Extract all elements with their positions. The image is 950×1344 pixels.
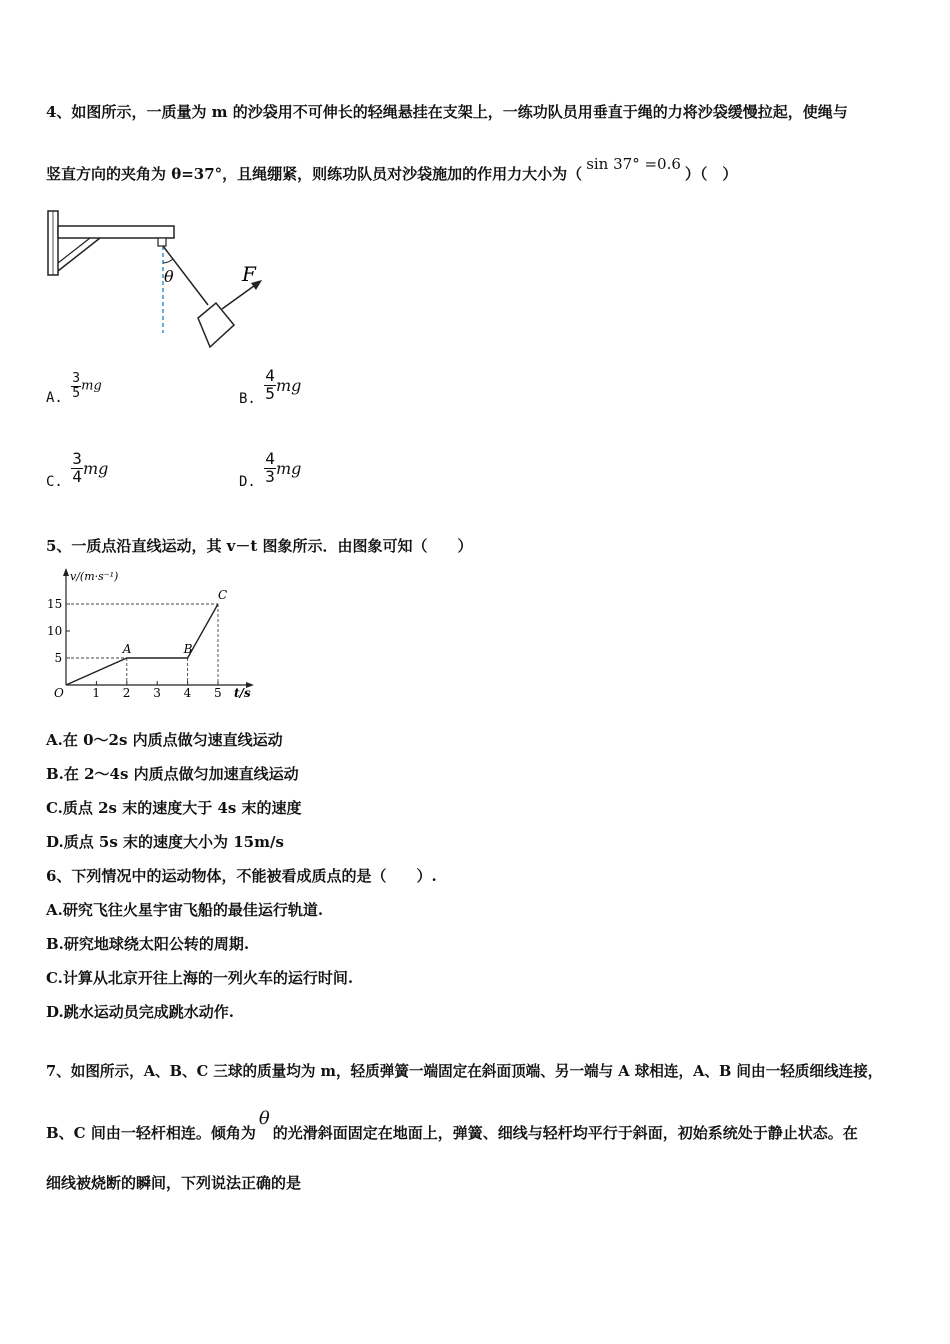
fraction: [264, 451, 276, 486]
option-label: D.: [239, 474, 256, 491]
point-label: A: [122, 642, 132, 656]
support-strut: [58, 238, 100, 271]
hook: [158, 238, 166, 246]
numerator: 4: [265, 449, 275, 468]
denominator: 3: [265, 466, 275, 486]
support-arm: [58, 226, 174, 238]
theta-label: θ: [164, 267, 174, 286]
numerator: 3: [72, 371, 81, 386]
unit: mg: [81, 378, 102, 394]
x-tick-label: 4: [183, 686, 192, 700]
denominator: 5: [72, 385, 81, 401]
q4-option-b[interactable]: [239, 366, 302, 408]
y-tick-label: 15: [47, 597, 63, 611]
point-label: C: [218, 588, 228, 602]
option-label: B.: [239, 391, 256, 408]
q5-option-c[interactable]: C.质点 2s 末的速度大于 4s 末的速度: [46, 799, 302, 817]
x-tick-label: 2: [122, 686, 131, 700]
series-line: [66, 604, 218, 685]
q4-figure: [40, 205, 280, 355]
q4-stem-line2-pre: 竖直方向的夹角为 θ=37°，且绳绷紧，则练功队员对沙袋施加的作用力大小为（: [46, 165, 583, 183]
y-axis-label: v/(m·s⁻¹): [70, 570, 119, 583]
q5-option-d[interactable]: D.质点 5s 末的速度大小为 15m/s: [46, 833, 284, 851]
x-tick-label: 5: [214, 686, 222, 700]
fraction: [71, 372, 81, 400]
fraction: [71, 451, 83, 486]
q7-stem-line1: 7、如图所示，A、B、C 三球的质量均为 m，轻质弹簧一端固定在斜面顶端、另一端与 A 球相连，A、B 间由一轻质细线连接，: [46, 1063, 883, 1080]
q6-option-a[interactable]: A.研究飞往火星宇宙飞船的最佳运行轨道.: [46, 901, 324, 919]
point-label: B: [183, 642, 193, 656]
y-tick-label: 10: [47, 624, 63, 638]
numerator: 3: [72, 449, 82, 468]
q7-stem-line2-post: 的光滑斜面固定在地面上，弹簧、细线与轻杆均平行于斜面，初始系统处于静止状态。在: [272, 1124, 858, 1142]
force-arrow: [222, 283, 258, 309]
option-label: A.: [46, 390, 63, 407]
y-axis-arrowhead: [63, 568, 69, 576]
numerator: 4: [265, 366, 275, 385]
unit: mg: [275, 458, 302, 478]
q4-stem-line1: 4、如图所示，一质量为 m 的沙袋用不可伸长的轻绳悬挂在支架上，一练功队员用垂直于绳的力将沙袋缓慢拉起，使绳与: [46, 103, 848, 121]
denominator: 4: [72, 466, 82, 486]
q4-option-c[interactable]: [46, 449, 109, 491]
q7-stem-line3: 细线被烧断的瞬间，下列说法正确的是: [46, 1174, 302, 1192]
q5-option-b[interactable]: B.在 2～4s 内质点做匀加速直线运动: [46, 765, 299, 783]
q4-option-d[interactable]: [239, 449, 302, 491]
q7-stem-line2-pre: B、C 间由一轻杆相连。倾角为: [46, 1124, 256, 1142]
theta-arc: [163, 259, 173, 263]
q4-formula: sin 37° =0.6: [586, 155, 681, 173]
option-label: C.: [46, 474, 63, 491]
origin-label: O: [54, 686, 64, 700]
denominator: 5: [265, 383, 275, 403]
q5-vt-chart: [44, 566, 264, 700]
force-label: F: [242, 262, 256, 286]
q5-stem: 5、一质点沿直线运动，其 v－t 图象所示．由图象可知（ ）: [46, 537, 473, 555]
unit: mg: [82, 458, 109, 478]
q6-option-b[interactable]: B.研究地球绕太阳公转的周期.: [46, 935, 250, 953]
q5-option-a[interactable]: A.在 0～2s 内质点做匀速直线运动: [46, 731, 283, 749]
q4-stem-line2-post: ）（ ）: [684, 165, 738, 183]
sandbag: [198, 303, 234, 347]
q6-stem: 6、下列情况中的运动物体，不能被看成质点的是（ ）.: [46, 867, 437, 885]
q4-stem-line2: [46, 155, 738, 184]
y-tick-label: 5: [54, 651, 63, 665]
q7-theta: θ: [258, 1108, 270, 1129]
x-tick-label: 1: [92, 686, 101, 700]
x-tick-label: 3: [153, 686, 161, 700]
fraction: [264, 368, 276, 403]
q6-option-d[interactable]: D.跳水运动员完成跳水动作.: [46, 1003, 234, 1021]
q6-option-c[interactable]: C.计算从北京开往上海的一列火车的运行时间.: [46, 969, 354, 987]
x-axis-label: t/s: [234, 686, 251, 700]
q4-option-a[interactable]: [46, 371, 102, 407]
unit: mg: [275, 375, 302, 395]
q7-stem-line2: [46, 1108, 858, 1143]
